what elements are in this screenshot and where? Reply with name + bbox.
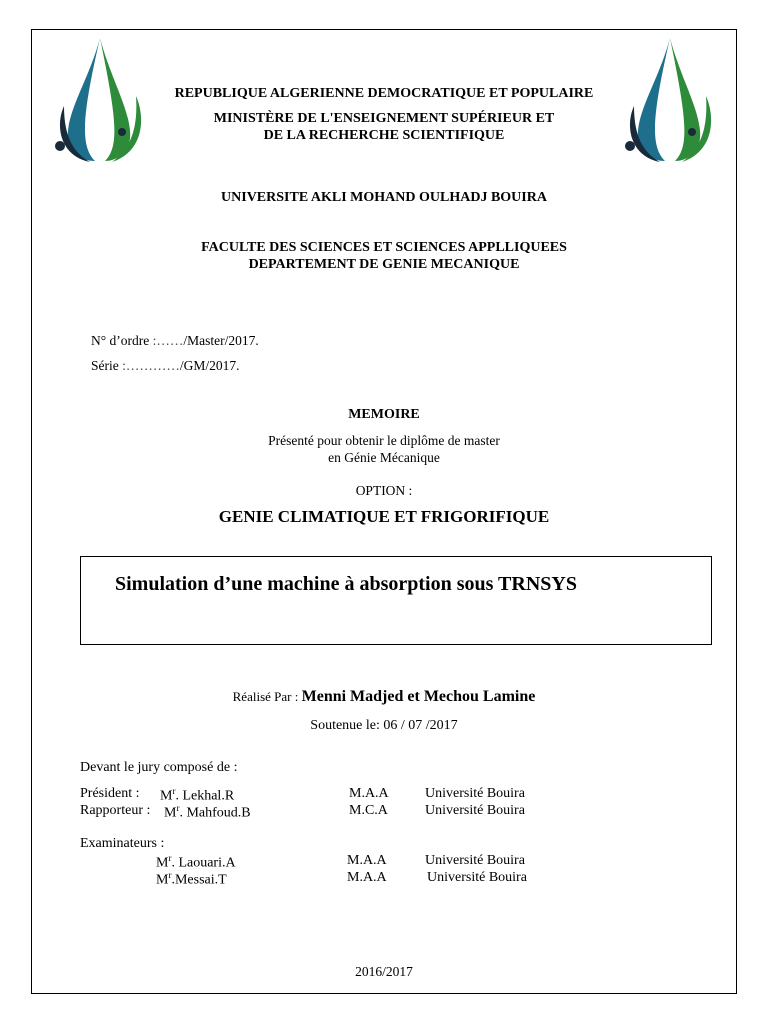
thesis-title: Simulation d’une machine à absorption sous TRNSYS <box>115 573 577 595</box>
thesis-title-box <box>80 556 712 645</box>
president-grade: M.A.A <box>349 786 389 801</box>
memoire-label: MEMOIRE <box>348 407 420 422</box>
presented-line-2: en Génie Mécanique <box>328 450 440 465</box>
authors-line: Réalisé Par : Menni Madjed et Mechou Lamine <box>232 688 536 705</box>
examiner-2-university: Université Bouira <box>427 870 527 885</box>
examiner-1-grade: M.A.A <box>347 853 387 868</box>
academic-year: 2016/2017 <box>355 964 413 979</box>
examiner-1-name: $M^r$. Laouari.A <box>156 853 236 871</box>
examiner-1-university: Université Bouira <box>425 853 525 868</box>
rapporteur-grade: M.C.A <box>349 803 388 818</box>
department-name: DEPARTEMENT DE GENIE MECANIQUE <box>248 257 520 272</box>
presented-line-1: Présenté pour obtenir le diplôme de master <box>268 433 500 448</box>
republic-heading: REPUBLIQUE ALGERIENNE DEMOCRATIQUE ET POPULAIRE <box>174 86 594 101</box>
option-value: GENIE CLIMATIQUE ET FRIGORIFIQUE <box>218 507 550 526</box>
university-name: UNIVERSITE AKLI MOHAND OULHADJ BOUIRA <box>221 190 547 205</box>
examiner-2-name: $M^r.Messai.T$ <box>156 870 227 888</box>
ministry-heading: MINISTÈRE DE L'ENSEIGNEMENT SUPÉRIEUR ET <box>213 111 555 126</box>
president-name: $M^r$. Lekhal.R <box>160 786 235 804</box>
option-label: OPTION : <box>355 483 413 498</box>
rapporteur-name: $M^r$. Mahfoud.B <box>164 803 251 821</box>
president-role: Président : <box>80 786 140 801</box>
defense-date: Soutenue le: 06 / 07 /2017 <box>310 718 458 733</box>
jury-intro: Devant le jury composé de : <box>80 760 238 775</box>
examiner-2-grade: M.A.A <box>347 870 387 885</box>
rapporteur-role: Rapporteur : <box>80 803 151 818</box>
examiners-label: Examinateurs : <box>80 836 165 851</box>
president-university: Université Bouira <box>425 786 525 801</box>
serie-number: Série :…………/GM/2017. <box>91 358 240 373</box>
faculty-name: FACULTE DES SCIENCES ET SCIENCES APPLLIQUEES <box>201 240 567 255</box>
rapporteur-university: Université Bouira <box>425 803 525 818</box>
ministry-heading-2: DE LA RECHERCHE SCIENTIFIQUE <box>263 128 505 143</box>
ordre-number: N° d’ordre :……/Master/2017. <box>91 333 259 348</box>
